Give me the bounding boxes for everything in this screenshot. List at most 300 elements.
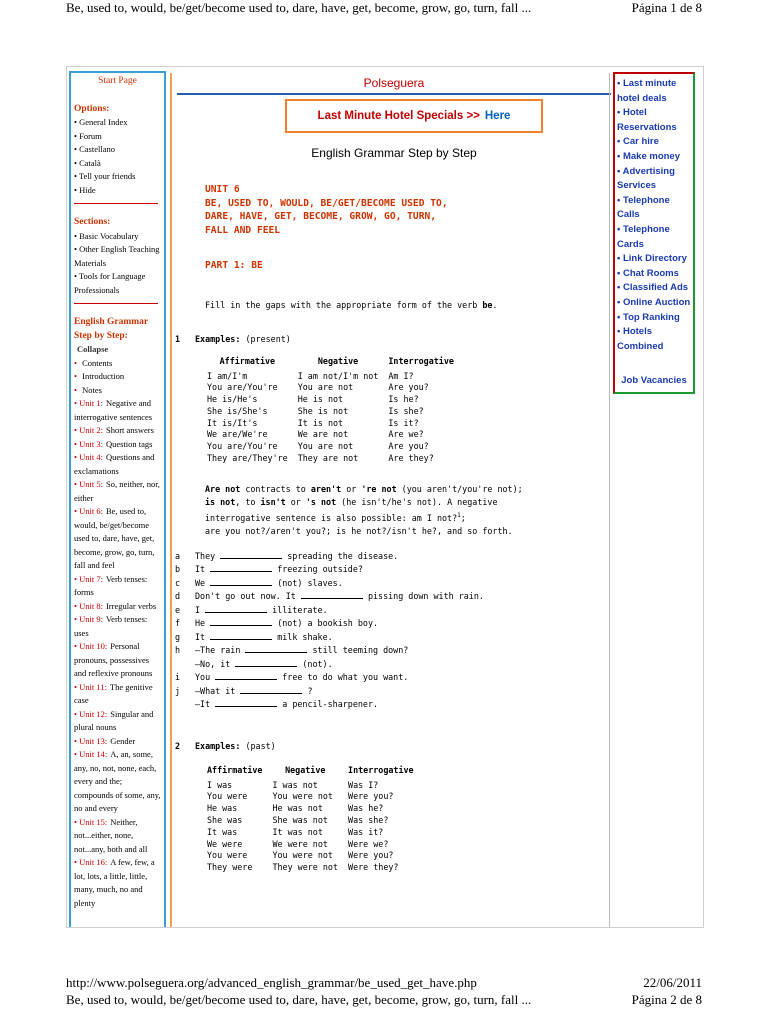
exercise-after: freezing outside?: [277, 564, 363, 575]
bullet: •: [617, 253, 623, 265]
exercise-before: –What it: [195, 685, 236, 696]
bullet: •: [74, 384, 80, 395]
exercise-after: (not) slaves.: [277, 577, 343, 588]
section-2-label: Examples:: [195, 740, 241, 751]
instruction: [205, 299, 615, 311]
table-cell: Were we?: [348, 838, 389, 849]
exercise-before: –No, it: [195, 658, 231, 669]
unit-number: Unit 11:: [79, 681, 107, 692]
bullet: •: [74, 157, 80, 168]
exercise-after: (not).: [302, 658, 333, 669]
table-cell: You are not: [297, 441, 354, 452]
bullet: •: [74, 506, 80, 516]
exercise-blank[interactable]: [205, 606, 267, 613]
grammar-unit-link[interactable]: [74, 816, 161, 857]
exercise-item: [175, 685, 615, 699]
note-text: ;: [460, 512, 466, 523]
exercise-item: [175, 577, 615, 591]
options-heading: Options:: [74, 103, 110, 114]
bullet: •: [617, 194, 623, 206]
bullet: •: [74, 130, 80, 141]
bullet: •: [617, 296, 623, 308]
unit-label: A, an, some, any, no, not, none, each, every and the; compounds of some, any, no and every: [74, 749, 161, 813]
grammar-unit-link[interactable]: [74, 424, 161, 438]
sponsor-link[interactable]: [617, 281, 691, 296]
column-header: Affirmative: [207, 764, 263, 775]
grammar-unit-link[interactable]: [74, 640, 161, 681]
table-cell: She is not: [297, 405, 349, 416]
column-header: Interrogative: [388, 355, 454, 366]
grammar-unit-link[interactable]: [74, 613, 161, 640]
table-row: [205, 406, 462, 418]
instruction-text: Fill in the gaps with the appropriate form of the verb: [205, 299, 478, 310]
table-row: [205, 780, 422, 792]
part-title: PART 1: BE: [205, 260, 263, 271]
exercise-before: Don't go out now. It: [195, 591, 296, 602]
exercise-blank[interactable]: [215, 673, 277, 680]
note-text: (you aren't/you're not);: [396, 483, 523, 494]
sidebar-link-label: Tell your friends: [78, 171, 136, 181]
bullet: •: [74, 271, 79, 281]
unit-title: UNIT 6 BE, USED TO, WOULD, BE/GET/BECOME USED TO, DARE, HAVE, GET, BECOME, GROW, GO, TURN, FALL AND FEEL: [205, 184, 448, 236]
sponsor-link-label: Telephone Calls: [617, 194, 670, 221]
unit-number: Unit 14:: [79, 749, 108, 759]
table-cell: It was not: [272, 826, 323, 837]
bullet: •: [617, 326, 623, 338]
sidebar-link[interactable]: [74, 243, 161, 270]
bullet: •: [617, 223, 623, 235]
unit-number: Unit 1:: [79, 398, 103, 408]
page-frame: [66, 66, 704, 928]
sidebar-link-label: General Index: [79, 117, 128, 127]
table-cell: I was: [207, 779, 233, 790]
hotel-ad-here-link[interactable]: Here: [484, 110, 511, 122]
note-bold: is not: [205, 496, 236, 507]
divider: [74, 303, 158, 304]
sidebar-link[interactable]: [74, 170, 161, 184]
bullet: •: [74, 614, 80, 624]
exercise-before: I: [195, 604, 201, 615]
bullet: •: [617, 311, 623, 323]
bullet: •: [74, 425, 80, 435]
sidebar-link[interactable]: [74, 116, 161, 130]
table-cell: I am/I'm: [207, 370, 248, 381]
print-footer-url-row: [66, 975, 702, 991]
bullet: •: [74, 144, 80, 154]
section-1-number: 1: [175, 333, 181, 344]
exercise-list: [175, 550, 615, 712]
exercise-before: –The rain: [195, 645, 241, 656]
sponsor-link[interactable]: [617, 135, 691, 150]
exercise-before: They: [195, 550, 216, 561]
bullet: •: [74, 230, 80, 241]
table-row: [205, 371, 462, 383]
unit-label: Personal pronouns, possessives and reflexive pronouns: [74, 641, 153, 678]
sponsor-link[interactable]: [617, 165, 691, 194]
unit-number: Unit 3:: [79, 438, 103, 449]
grammar-unit-link[interactable]: [74, 370, 161, 384]
grammar-unit-link[interactable]: [74, 573, 161, 600]
unit-label: Singular and plural nouns: [74, 708, 154, 732]
table-cell: Was he?: [348, 803, 384, 814]
exercise-blank[interactable]: [240, 687, 302, 694]
print-footer-date: 22/06/2011: [643, 975, 702, 990]
left-sidebar: [69, 71, 166, 927]
exercise-blank[interactable]: [245, 646, 307, 653]
exercise-before: –It: [195, 699, 211, 710]
table-cell: You were not: [272, 791, 333, 802]
table-cell: Was she?: [348, 815, 389, 826]
exercise-item: [175, 590, 615, 604]
table-row: [205, 850, 422, 862]
table-row: [205, 394, 462, 406]
section-2-header: [175, 740, 615, 752]
exercise-before: He: [195, 618, 206, 629]
bullet: •: [617, 165, 623, 177]
table-row: [205, 827, 422, 839]
bullet: •: [74, 857, 80, 867]
section-1-header: [175, 333, 615, 345]
sidebar-link-label: Forum: [79, 130, 102, 141]
exercise-blank[interactable]: [210, 619, 272, 626]
grammar-unit-link[interactable]: [74, 478, 161, 505]
section-2-note: (past): [245, 740, 276, 751]
sponsor-link-label: Link Directory: [622, 253, 687, 265]
table-cell: Were you?: [348, 791, 394, 802]
sponsor-link-label: Make money: [622, 150, 680, 162]
sponsor-link[interactable]: [617, 325, 691, 354]
grammar-unit-link[interactable]: [74, 384, 161, 398]
sponsor-link[interactable]: [617, 252, 691, 267]
exercise-after: milk shake.: [277, 631, 333, 642]
hotel-ad-banner[interactable]: [285, 99, 543, 133]
exercise-letter: e: [175, 604, 181, 615]
table-cell: She was not: [272, 815, 328, 826]
sponsor-link-label: Top Ranking: [622, 311, 680, 323]
unit-number: Unit 9:: [79, 614, 103, 624]
note-text: or: [285, 496, 306, 507]
bullet: •: [74, 641, 80, 651]
unit-number: Unit 4:: [79, 452, 103, 462]
grammar-unit-link[interactable]: [74, 856, 161, 910]
table-cell: Was I?: [348, 779, 379, 790]
table-row: [205, 862, 422, 874]
note-bold: aren't: [310, 483, 342, 494]
note-bold: 're not: [361, 483, 397, 494]
unit-label: Neither, not...either, none, not...any, both and all: [74, 816, 148, 854]
sidebar-link[interactable]: [74, 157, 161, 171]
bullet: •: [74, 681, 80, 692]
table-cell: Are you?: [388, 382, 429, 393]
bullet: •: [617, 267, 623, 279]
grammar-unit-link[interactable]: [74, 748, 161, 816]
table-row: [205, 815, 422, 827]
note-bold: 's not: [305, 496, 337, 507]
sponsor-link[interactable]: [617, 150, 691, 165]
exercise-item: [175, 550, 615, 564]
bullet: •: [74, 816, 80, 827]
sections-heading: Sections:: [74, 217, 111, 227]
exercise-blank[interactable]: [235, 660, 297, 667]
grammar-unit-link[interactable]: [74, 451, 161, 478]
exercise-blank[interactable]: [210, 633, 272, 640]
column-divider: [170, 73, 172, 927]
sponsor-link-label: Advertising Services: [617, 165, 675, 192]
grammar-unit-link[interactable]: [74, 708, 161, 735]
sponsor-link-label: Last minute hotel deals: [617, 78, 677, 104]
section-1-note: (present): [245, 333, 291, 344]
title-rule: [177, 93, 611, 95]
print-footer-title: Be, used to, would, be/get/become used to, dare, have, get, become, grow, go, turn, fall ...: [66, 992, 532, 1007]
sponsor-link-label: Classified Ads: [622, 282, 689, 294]
note-text: (he isn't/he's not). A negative: [336, 496, 498, 507]
grammar-unit-link[interactable]: [74, 357, 161, 371]
bullet: •: [74, 749, 80, 759]
table-header-row: [205, 355, 462, 371]
sidebar-link-label: Basic Vocabulary: [79, 230, 139, 241]
table-cell: You are/You're: [207, 441, 278, 452]
sidebar-link[interactable]: [74, 130, 161, 144]
note-bold: isn't: [260, 496, 286, 507]
sponsor-link[interactable]: [617, 311, 691, 326]
sections-list: [74, 230, 161, 298]
exercise-item: [175, 563, 615, 577]
unit-number: Unit 16:: [79, 857, 108, 867]
table-header-row: [205, 764, 422, 780]
table-cell: You were not: [272, 850, 333, 861]
table-cell: We are/We're: [207, 429, 268, 440]
note-bold: Are not: [205, 483, 241, 494]
bullet: •: [74, 117, 80, 127]
table-cell: Am I?: [388, 370, 414, 381]
exercise-after: spreading the disease.: [287, 550, 399, 561]
table-cell: He was not: [272, 803, 323, 814]
exercise-item: [175, 658, 615, 672]
sponsor-link[interactable]: [617, 296, 691, 311]
note-text: , to: [235, 496, 261, 507]
unit-label: Negative and interrogative sentences: [74, 398, 153, 422]
lesson-content: [175, 183, 615, 874]
unit-number: Unit 10:: [79, 641, 108, 651]
sidebar-link-label: Other English Teaching Materials: [74, 244, 160, 268]
print-header: [66, 0, 702, 16]
table-cell: He was: [207, 803, 238, 814]
exercise-after: (not) a bookish boy.: [277, 618, 379, 629]
sidebar-link[interactable]: [74, 143, 161, 157]
bullet: •: [74, 438, 80, 449]
exercise-blank[interactable]: [215, 700, 277, 707]
exercise-item: [175, 698, 615, 712]
exercise-letter: h: [175, 645, 181, 656]
bullet: •: [74, 171, 79, 181]
print-footer-page: Página 2 de 8: [631, 992, 702, 1007]
table-cell: He is not: [297, 394, 344, 405]
exercise-letter: g: [175, 631, 181, 642]
exercise-item: [175, 617, 615, 631]
sponsor-link-label: Online Auction: [622, 296, 691, 308]
bullet: •: [74, 479, 80, 489]
table-row: [205, 791, 422, 803]
table-row: [205, 453, 462, 465]
bullet: •: [74, 600, 80, 611]
present-conjugation-table: [205, 355, 462, 465]
table-cell: Is she?: [388, 405, 424, 416]
table-cell: We were: [207, 838, 243, 849]
grammar-unit-link[interactable]: [74, 438, 161, 452]
unit-label: Be, used to, would, be/get/become used to, dare, have, get, become, grow, go, turn, fall and feel: [74, 506, 155, 570]
exercise-blank[interactable]: [220, 552, 282, 559]
table-cell: Is he?: [388, 394, 419, 405]
exercise-item: [175, 631, 615, 645]
exercise-letter: f: [175, 618, 181, 629]
grammar-list: [74, 357, 161, 911]
print-footer-title-row: [66, 992, 702, 1008]
column-divider: [609, 73, 610, 927]
exercise-blank[interactable]: [210, 579, 272, 586]
bullet: •: [74, 573, 80, 584]
unit-number: Unit 2:: [79, 425, 103, 435]
exercise-letter: a: [175, 550, 181, 561]
table-cell: They are/They're: [207, 453, 288, 464]
note-text: or: [341, 483, 362, 494]
table-cell: It is/It's: [207, 417, 258, 428]
note-text: are you not?/aren't you?; is he not?/isn't he?, and so forth.: [205, 525, 513, 536]
table-cell: It is not: [297, 417, 344, 428]
grammar-unit-link[interactable]: [74, 397, 161, 424]
hotel-ad-text: Last Minute Hotel Specials >>: [317, 110, 480, 122]
table-row: [205, 441, 462, 453]
column-header: Affirmative: [219, 355, 276, 366]
right-sidebar: [613, 72, 695, 394]
table-cell: Is it?: [388, 417, 419, 428]
sponsor-link[interactable]: [617, 223, 691, 252]
table-cell: Were you?: [348, 850, 394, 861]
table-cell: You are/You're: [207, 382, 278, 393]
collapse-link[interactable]: Collapse: [77, 344, 109, 354]
sponsor-link-label: Telephone Cards: [617, 223, 670, 250]
table-cell: I was not: [272, 779, 318, 790]
sidebar-link-label: Hide: [79, 184, 96, 195]
unit-label: Short answers: [105, 425, 154, 435]
unit-label: A few, few, a lot, lots, a little, little, many, much, no and plenty: [74, 857, 155, 908]
bullet: •: [74, 398, 80, 408]
note-text: interrogative sentence is also possible: am I not?: [205, 512, 458, 523]
contraction-note: [205, 483, 615, 538]
table-cell: It was: [207, 826, 238, 837]
options-list: [74, 116, 161, 197]
footnote-ref[interactable]: 1: [457, 511, 461, 519]
sidebar-link[interactable]: [74, 230, 161, 244]
job-vacancies-link[interactable]: Job Vacancies: [621, 375, 687, 387]
section-1-label: Examples:: [195, 333, 241, 344]
column-header: Interrogative: [348, 764, 414, 775]
site-title[interactable]: Polseguera: [363, 76, 425, 90]
grammar-unit-link[interactable]: [74, 681, 161, 708]
table-cell: Was it?: [348, 826, 384, 837]
table-cell: They were: [207, 862, 253, 873]
exercise-after: ?: [307, 685, 313, 696]
page-subtitle: English Grammar Step by Step: [311, 146, 477, 160]
unit-label: Question tags: [105, 438, 153, 449]
exercise-item: [175, 644, 615, 658]
exercise-after: still teeming down?: [312, 645, 409, 656]
table-cell: We are not: [297, 429, 349, 440]
table-row: [205, 839, 422, 851]
exercise-item: [175, 604, 615, 618]
unit-label: Verb tenses: uses: [74, 614, 148, 638]
bullet: •: [617, 136, 623, 148]
sponsor-link[interactable]: [617, 194, 691, 223]
table-cell: You were: [207, 791, 248, 802]
sponsor-links: [617, 77, 691, 354]
table-cell: Were they?: [348, 862, 399, 873]
instruction-verb: be: [482, 299, 493, 310]
table-row: [205, 803, 422, 815]
bullet: •: [617, 282, 623, 294]
unit-label: The genitive case: [74, 681, 153, 705]
exercise-letter: i: [175, 672, 181, 683]
print-header-page: Página 1 de 8: [631, 0, 702, 15]
grammar-unit-link[interactable]: [74, 505, 161, 573]
exercise-after: a pencil-sharpener.: [282, 699, 379, 710]
grammar-unit-link[interactable]: [74, 735, 161, 749]
exercise-blank[interactable]: [210, 565, 272, 572]
unit-number: Unit 13:: [79, 735, 108, 746]
table-cell: Are we?: [388, 429, 424, 440]
bullet: •: [74, 371, 80, 381]
sponsor-link[interactable]: [617, 267, 691, 282]
sponsor-link[interactable]: [617, 77, 691, 106]
unit-number: Unit 7:: [79, 573, 103, 584]
exercise-blank[interactable]: [301, 592, 363, 599]
sidebar-link[interactable]: [74, 270, 161, 297]
bullet: •: [74, 452, 80, 462]
unit-label: Irregular verbs: [105, 600, 157, 611]
exercise-before: It: [195, 631, 206, 642]
sidebar-link[interactable]: [74, 184, 161, 198]
section-2-number: 2: [175, 740, 181, 751]
unit-number: Unit 6:: [79, 506, 103, 516]
unit-label: Contents: [82, 357, 113, 368]
unit-label: Notes: [82, 384, 102, 395]
bullet: •: [74, 708, 80, 719]
unit-number: Unit 5:: [79, 479, 103, 489]
start-page-link[interactable]: Start Page: [98, 76, 137, 86]
column-header: Negative: [317, 355, 359, 366]
grammar-unit-link[interactable]: [74, 600, 161, 614]
unit-number: Unit 8:: [79, 600, 103, 611]
unit-number: Unit 15:: [79, 816, 108, 827]
table-cell: She is/She's: [207, 405, 268, 416]
table-cell: They are not: [297, 453, 359, 464]
table-cell: We were not: [272, 838, 328, 849]
unit-label: Questions and exclamations: [74, 452, 155, 476]
sponsor-link[interactable]: [617, 106, 691, 135]
exercise-after: free to do what you want.: [282, 672, 409, 683]
table-cell: He is/He's: [207, 394, 258, 405]
note-text: contracts to: [240, 483, 311, 494]
exercise-before: It: [195, 564, 206, 575]
exercise-before: We: [195, 577, 206, 588]
exercise-letter: j: [175, 685, 181, 696]
exercise-after: illiterate.: [272, 604, 328, 615]
unit-label: Gender: [110, 735, 136, 746]
unit-label: Introduction: [82, 371, 125, 381]
past-conjugation-table: [205, 764, 422, 874]
table-cell: Are you?: [388, 441, 429, 452]
unit-number: Unit 12:: [79, 708, 108, 719]
sponsor-link-label: Car hire: [622, 136, 659, 148]
